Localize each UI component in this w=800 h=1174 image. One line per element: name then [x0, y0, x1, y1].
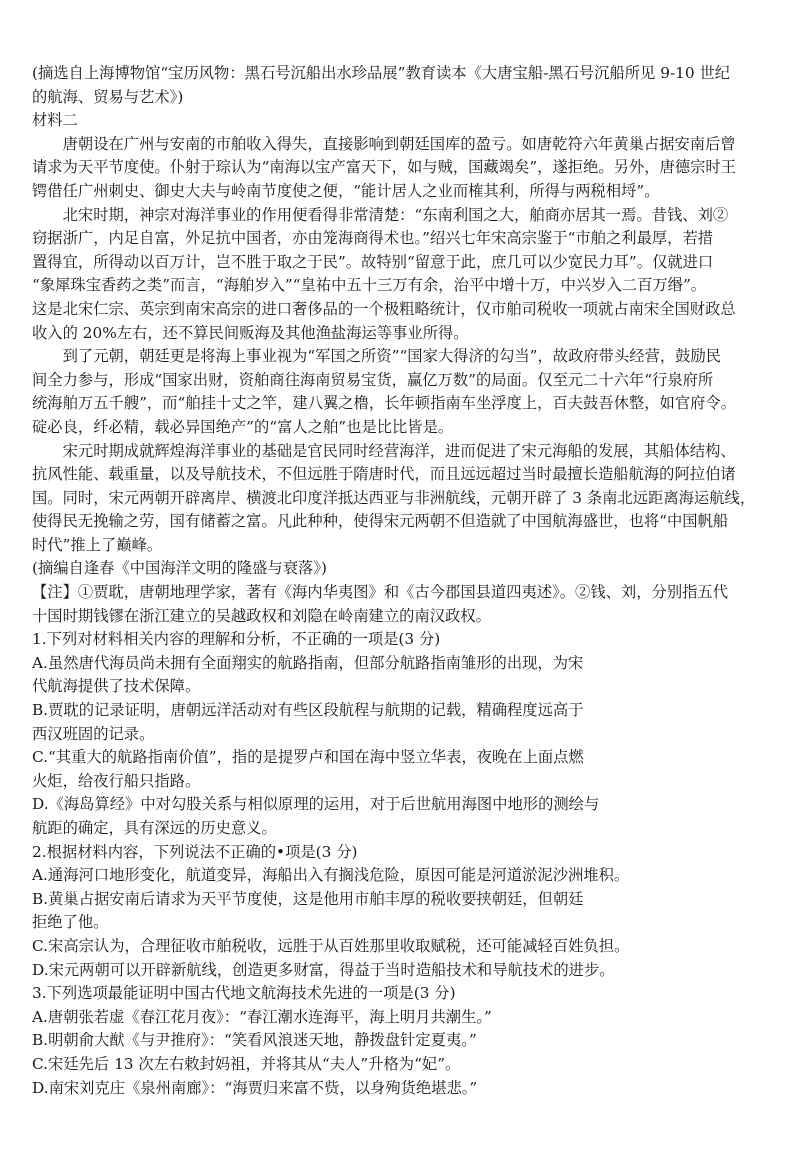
- option-b: [32, 699, 764, 746]
- text-line: B.明朝俞大猷《与尹推府》：“笑看风浪迷天地，静拨盘针定夏夷。”: [32, 1031, 477, 1050]
- text-line: D.《海岛算经》中对勾股关系与相似原理的运用，对于后世航用海图中地形的测绘与: [32, 795, 600, 814]
- text-line: 抗风性能、载重量，以及导航技术，不但远胜于隋唐时代，而且远远超过当时最擅长造船航海的阿拉伯诸: [32, 465, 736, 484]
- text-line: 【注】①贾耽，唐朝地理学家，著有《海内华夷图》和《古今郡国县道四夷述》。②钱、刘，分别指五代: [32, 583, 729, 602]
- option-a: [32, 652, 764, 699]
- question-3: [32, 982, 764, 1100]
- text-line: C.宋廷先后 13 次左右敕封妈祖，并将其从“夫人”升格为“妃”。: [32, 1054, 461, 1073]
- text-line: 唐朝设在广州与安南的市舶收入得失，直接影响到朝廷国库的盈亏。如唐乾符六年黄巢占据安南后曾: [62, 134, 736, 153]
- text-line: 代航海提供了技术保障。: [32, 677, 201, 696]
- text-line: B.黄巢占据安南后请求为天平节度使，这是他用市舶丰厚的税收要挟朝廷，但朝廷: [32, 889, 584, 908]
- text-line: 窃据浙广，内足自富，外足抗中国者，亦由笼海商得术也。”绍兴七年宋高宗鉴于“市舶之利最厚，若措: [32, 229, 714, 248]
- text-line: 宋元时期成就辉煌海洋事业的基础是官民同时经营海洋，进而促进了宋元海船的发展，其船体结构、: [62, 441, 736, 460]
- text-line: 收入的 20%左右，还不算民间贩海及其他渔盐海运等事业所得。: [32, 323, 469, 342]
- material-heading: 材料二: [32, 111, 78, 130]
- text-line: (摘选自上海博物馆“宝历风物：黑石号沉船出水珍品展”教育读本《大唐宝船-黑石号沉船所见 9-10 世纪: [32, 64, 731, 82]
- option-a: [32, 864, 764, 888]
- text-line: 十国时期钱镠在浙江建立的吴越政权和刘隐在岭南建立的南汉政权。: [32, 606, 491, 625]
- question-stem: 2.根据材料内容，下列说法不正确的•项是(3 分): [32, 842, 358, 861]
- excerpt-source: (摘编自逢春《中国海洋文明的隆盛与衰落》): [32, 559, 327, 578]
- text-line: D.南宋刘克庄《泉州南廊》：“海贾归来富不赀，以身殉货绝堪悲。”: [32, 1078, 478, 1097]
- text-line: 置得宜，所得动以百万计，岂不胜于取之于民”。故特别“留意于此，庶几可以少宽民力耳”。仅就进口: [32, 252, 714, 271]
- text-line: 火炬，给夜行船只指路。: [32, 771, 201, 790]
- text-line: 使得民无挽输之劳，国有储蓄之富。凡此种种，使得宋元两朝不但造就了中国航海盛世，也将“中国帆船: [32, 512, 729, 531]
- option-b: [32, 1029, 764, 1053]
- text-line: B.贾耽的记录证明，唐朝远洋活动对有些区段航程与航期的记载，精确程度远高于: [32, 701, 584, 720]
- question-2: [32, 841, 764, 983]
- text-line: C.“其重大的航路指南价值”，指的是提罗卢和国在海中竖立华表，夜晚在上面点燃: [32, 748, 584, 767]
- text-line: 航距的确定，具有深远的历史意义。: [32, 819, 277, 837]
- text-line: 统海舶万五千艘”，而“舶挂十丈之竿，建八翼之橹，长年顿指南车坐浮度上，百夫鼓吾休整，如官府令。: [32, 394, 737, 413]
- option-c: [32, 746, 764, 793]
- text-line: “象犀珠宝香药之类”而言，“海舶岁入”“皇祐中五十三万有余，治平中增十万，中兴岁入二百万缗”。: [32, 276, 707, 295]
- text-line: D.宋元两朝可以开辟新航线，创造更多财富，得益于当时造船技术和导航技术的进步。: [32, 960, 615, 979]
- paragraph-1: [32, 133, 764, 204]
- question-stem: 1.下列对材料相关内容的理解和分析，不正确的一项是(3 分): [32, 630, 441, 649]
- text-line: 碇必良，纤必精，载必异国绝产”的“富人之舶”也是比比皆是。: [32, 417, 454, 436]
- text-line: 北宋时期，神宗对海洋事业的作用便看得非常清楚：“东南利国之大，舶商亦居其一焉。昔钱、刘②: [62, 205, 729, 224]
- text-line: 国。同时，宋元两朝开辟离岸、横渡北印度洋抵达西亚与非洲航线，元朝开辟了 3 条南北远距离海运航线，: [32, 488, 756, 507]
- text-line: 拒绝了他。: [32, 913, 109, 932]
- option-d: [32, 959, 764, 983]
- text-line: 到了元朝，朝廷更是将海上事业视为“军国之所资”“国家大得济的勾当”，故政府带头经营，鼓励民: [62, 347, 722, 366]
- option-c: [32, 935, 764, 959]
- text-line: 的航海、贸易与艺术》): [32, 87, 184, 106]
- option-d: [32, 793, 764, 840]
- text-line: 时代”推上了巅峰。: [32, 535, 163, 554]
- paragraph-4: [32, 440, 764, 558]
- text-line: 西汉班固的记录。: [32, 724, 155, 743]
- paragraph-3: [32, 345, 764, 439]
- option-b: [32, 888, 764, 935]
- source-note: [32, 62, 764, 109]
- text-line: A.唐朝张若虚《春江花月夜》：“春江潮水连海平，海上明月共潮生。”: [32, 1007, 492, 1026]
- option-c: [32, 1053, 764, 1077]
- option-d: [32, 1077, 764, 1101]
- text-line: 锷借任广州刺史、御史大夫与岭南节度使之便，“能计居人之业而榷其利，所得与两税相埒”。: [32, 181, 660, 200]
- text-line: 请求为天平节度使。仆射于琮认为“南海以宝产富天下，如与贼，国藏竭矣”，遂拒绝。另外，唐德宗时王: [32, 158, 737, 177]
- annotation-note: [32, 581, 764, 628]
- option-a: [32, 1006, 764, 1030]
- text-line: 这是北宋仁宗、英宗到南宋高宗的进口奢侈品的一个极粗略统计，仅市舶司税收一项就占南宋全国财政总: [32, 299, 736, 318]
- text-line: C.宋高宗认为，合理征收市舶税收，远胜于从百姓那里收取赋税，还可能减轻百姓负担。: [32, 936, 630, 955]
- paragraph-2: [32, 204, 764, 346]
- question-stem: 3.下列选项最能证明中国古代地文航海技术先进的一项是(3 分): [32, 984, 456, 1003]
- text-line: A.通海河口地形变化，航道变异，海船出入有搁浅危险，原因可能是河道淤泥沙洲堆积。: [32, 866, 630, 885]
- text-line: A.虽然唐代海员尚未拥有全面翔实的航路指南，但部分航路指南雏形的出现，为宋: [32, 653, 584, 672]
- text-line: 间全力参与，形成“国家出财，资舶商往海南贸易宝货，赢亿万数”的局面。仅至元二十六年“行泉府所: [32, 370, 714, 389]
- question-1: [32, 628, 764, 840]
